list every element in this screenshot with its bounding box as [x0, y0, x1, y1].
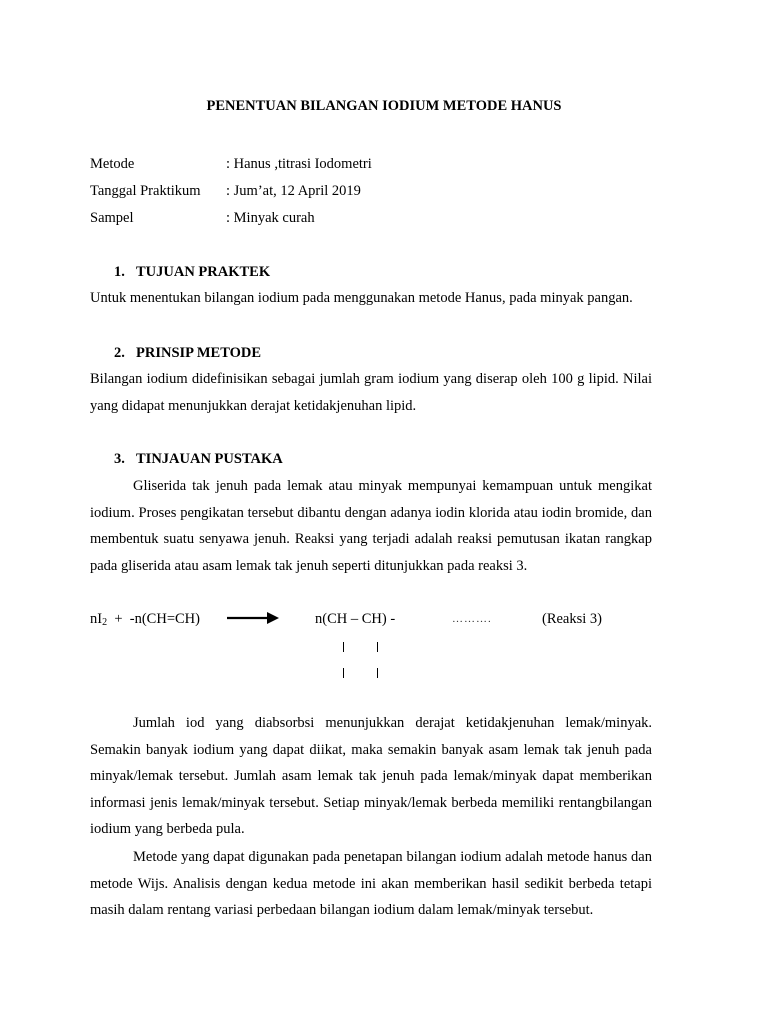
- section-number: 2.: [114, 345, 125, 361]
- document-title: PENENTUAN BILANGAN IODIUM METODE HANUS: [206, 98, 562, 114]
- reactant-alkene: + -n(CH=CH): [107, 611, 200, 627]
- reactant-iodine: nI: [90, 611, 103, 627]
- reactant-subscript: 2: [102, 617, 108, 628]
- body-paragraph: Metode yang dapat digunakan pada penetapan bilangan iodium adalah metode hanus dan metode Wijs. Analisis dengan kedua metode ini akan memberikan hasil sedikit berbeda tetapi masih dalam rentang variasi perbedaan bilangan iodium dalam lemak/minyak tersebut.: [90, 849, 652, 919]
- section-text-tinjauan: Gliserida tak jenuh pada lemak atau minyak mempunyai kemampuan untuk mengikat iodium. Proses pengikatan tersebut dibantu dengan adanya iodin klorida atau iodin bromide, dan membentuk suatu senyawa jenuh. Reaksi yang terjadi adalah reaksi pemutusan ikatan rangkap pada gliserida atau asam lemak tak jenuh seperti ditunjukkan pada reaksi 3.: [90, 478, 652, 574]
- section-text-prinsip: Bilangan iodium didefinisikan sebagai jumlah gram iodium yang diserap oleh 100 g lipid. Nilai yang didapat menunjukkan derajat ketidakjenuhan lipid.: [90, 371, 652, 414]
- meta-value: : Hanus ,titrasi Iodometri: [226, 156, 372, 172]
- equation-dots: ……….: [452, 613, 492, 625]
- bond-line: [377, 642, 378, 652]
- meta-label: Metode: [90, 156, 135, 172]
- section-title: PRINSIP METODE: [136, 345, 262, 361]
- equation-label: (Reaksi 3): [542, 611, 602, 627]
- meta-value: : Minyak curah: [226, 210, 315, 226]
- reaction-arrow-icon: [227, 608, 279, 628]
- section-text-tujuan: Untuk menentukan bilangan iodium pada menggunakan metode Hanus, pada minyak pangan.: [90, 290, 633, 306]
- section-number: 3.: [114, 451, 125, 467]
- section-heading-prinsip: [114, 343, 261, 363]
- body-paragraph: Jumlah iod yang diabsorbsi menunjukkan derajat ketidakjenuhan lemak/minyak. Semakin banyak iodium yang dapat diikat, maka semakin banyak asam lemak tak jenuh pada minyak/lemak tersebut. Jumlah asam lemak tak jenuh pada lemak/minyak dapat memberikan informasi jenis lemak/minyak tersebut. Setiap minyak/lemak berbeda memiliki rentangbilangan iodium yang berbeda pula.: [90, 715, 652, 838]
- section-heading-tujuan: [114, 262, 270, 282]
- section-title: TINJAUAN PUSTAKA: [136, 451, 283, 467]
- bond-line: [343, 642, 344, 652]
- section-heading-tinjauan: [114, 449, 283, 469]
- meta-value: : Jum’at, 12 April 2019: [226, 183, 361, 199]
- equation-product: n(CH – CH) -: [315, 611, 396, 627]
- section-title: TUJUAN PRAKTEK: [136, 264, 271, 280]
- section-number: 1.: [114, 264, 125, 280]
- meta-label: Tanggal Praktikum: [90, 183, 201, 199]
- meta-label: Sampel: [90, 210, 134, 226]
- bond-line: [343, 668, 344, 678]
- bond-line: [377, 668, 378, 678]
- equation-reactants: [90, 609, 200, 633]
